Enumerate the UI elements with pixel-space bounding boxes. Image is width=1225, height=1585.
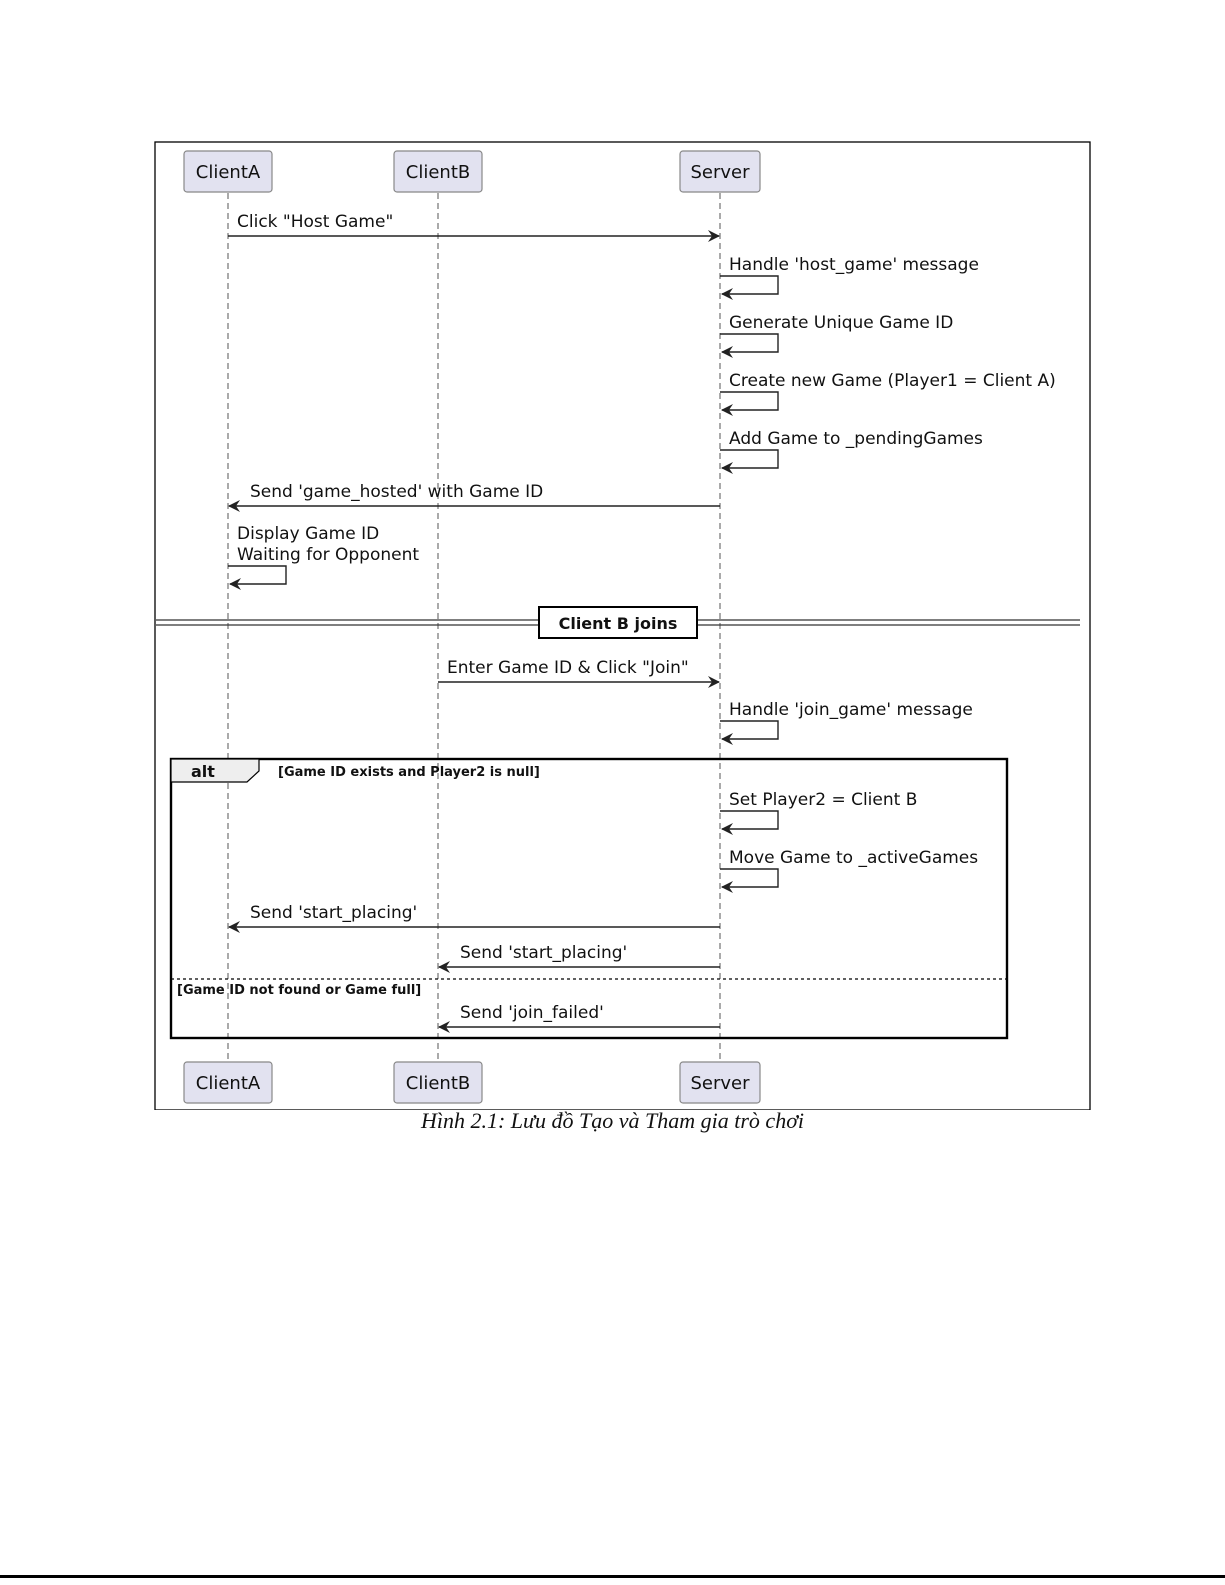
figure-caption: Hình 2.1: Lưu đồ Tạo và Tham gia trò chơi [420,1108,805,1133]
message-label: Click "Host Game" [237,212,394,232]
message-label: Add Game to _pendingGames [729,429,983,449]
message-label: Send 'start_placing' [250,903,418,923]
participant-label: ClientA [195,162,261,183]
alt-condition: [Game ID exists and Player2 is null] [278,765,540,780]
message-label: Handle 'host_game' message [729,255,979,275]
message-label: Display Game ID [237,524,380,544]
message-label: Set Player2 = Client B [729,790,918,810]
participant-label: ClientB [405,1073,471,1094]
message-label: Send 'join_failed' [460,1003,604,1023]
participant-label: ClientB [405,162,471,183]
message-label: Enter Game ID & Click "Join" [447,658,689,678]
message-label: Send 'game_hosted' with Game ID [250,482,544,502]
page-bottom-rule [0,1575,1225,1578]
message-label: Move Game to _activeGames [729,848,979,868]
participant-server-top [680,151,760,192]
participant-label: Server [690,1073,750,1094]
message-label: Generate Unique Game ID [729,313,954,333]
divider-label: Client B joins [558,614,678,633]
participant-clienta-top [184,151,272,192]
participant-clientb-top [394,151,482,192]
participant-server-bottom [680,1062,760,1103]
message-label: Handle 'join_game' message [729,700,973,720]
participant-clienta-bottom [184,1062,272,1103]
alt-keyword: alt [191,762,215,781]
participant-label: Server [690,162,750,183]
participant-clientb-bottom [394,1062,482,1103]
participant-label: ClientA [195,1073,261,1094]
message-label: Waiting for Opponent [237,545,420,565]
message-label: Create new Game (Player1 = Client A) [729,371,1056,391]
alt-else-condition: [Game ID not found or Game full] [177,983,422,998]
message-label: Send 'start_placing' [460,943,628,963]
